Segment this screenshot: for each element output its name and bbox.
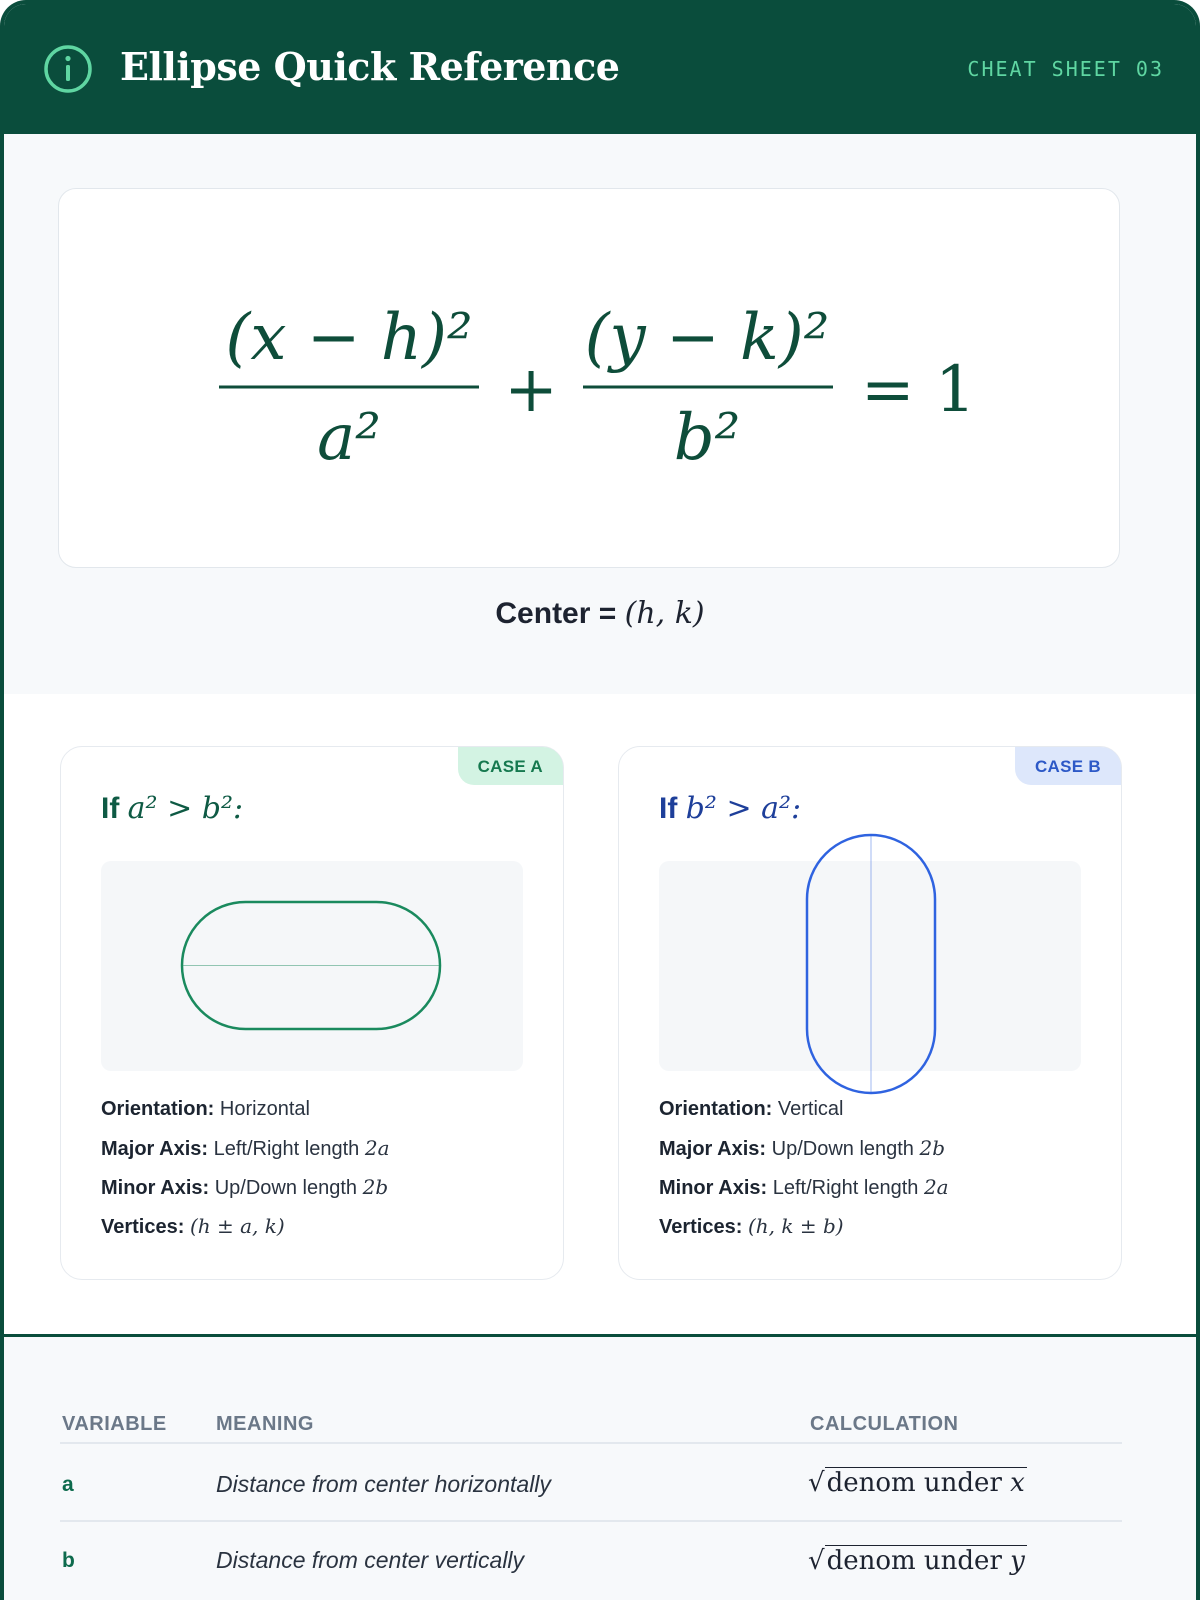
variable-table <box>4 1337 1196 1600</box>
case-a-badge: CASE A <box>458 747 563 785</box>
case-b-card <box>618 746 1122 1280</box>
equation-card <box>58 188 1120 568</box>
page-title: Ellipse Quick Reference <box>120 44 620 89</box>
standard-form-equation <box>59 189 1121 569</box>
center-definition <box>4 596 1196 631</box>
case-a-major-axis: Major Axis: Left/Right length 2a <box>101 1136 390 1160</box>
case-a-title-prefix: If <box>101 792 120 825</box>
row-variable: b <box>62 1549 75 1572</box>
case-b-diagram <box>659 861 1081 1071</box>
info-icon <box>42 43 94 95</box>
denominator-right: b² <box>673 401 741 475</box>
row-variable: a <box>62 1473 74 1496</box>
case-a-vertices: Vertices: (h ± a, k) <box>101 1214 285 1238</box>
row-calculation <box>808 1467 1027 1498</box>
column-header-meaning: MEANING <box>216 1413 314 1435</box>
column-header-variable: VARIABLE <box>62 1413 167 1435</box>
case-b-orientation: Orientation: Vertical <box>659 1098 844 1120</box>
row-meaning: Distance from center horizontally <box>216 1471 551 1497</box>
case-a-diagram <box>101 861 523 1071</box>
column-header-calculation: CALCULATION <box>810 1413 959 1435</box>
table-header-divider <box>60 1442 1122 1444</box>
numerator-left: (x − h)² <box>225 301 473 375</box>
case-b-properties <box>659 1095 949 1251</box>
row-meaning: Distance from center vertically <box>216 1547 525 1573</box>
case-b-minor-axis: Minor Axis: Left/Right length 2a <box>659 1175 949 1199</box>
case-a-title <box>101 791 243 826</box>
equals-one: = 1 <box>861 353 976 427</box>
center-value: (h, k) <box>624 596 705 631</box>
case-b-title-prefix: If <box>659 792 678 825</box>
sheet-tag: CHEAT SHEET 03 <box>967 57 1164 81</box>
header-bar <box>4 4 1196 134</box>
case-b-major-axis: Major Axis: Up/Down length 2b <box>659 1136 946 1160</box>
numerator-right: (y − k)² <box>584 301 830 375</box>
case-b-title-math: b² > a²: <box>685 791 802 826</box>
center-label: Center = <box>495 597 617 630</box>
case-a-properties <box>101 1095 390 1251</box>
denominator-left: a² <box>317 401 381 475</box>
sqrt-symbol: √denom under x <box>808 1468 1025 1498</box>
row-calculation <box>808 1545 1027 1576</box>
case-b-badge: CASE B <box>1015 747 1121 785</box>
plus-sign: + <box>504 353 558 427</box>
case-a-title-math: a² > b²: <box>127 791 244 826</box>
case-a-minor-axis: Minor Axis: Up/Down length 2b <box>101 1175 389 1199</box>
row-divider <box>60 1520 1122 1522</box>
equation-section <box>4 134 1196 694</box>
case-b-vertices: Vertices: (h, k ± b) <box>659 1214 844 1238</box>
sqrt-symbol: √denom under y <box>808 1546 1025 1576</box>
case-b-title <box>659 791 801 826</box>
horizontal-ellipse-graphic <box>101 861 523 1071</box>
case-a-card <box>60 746 564 1280</box>
case-a-orientation: Orientation: Horizontal <box>101 1098 310 1120</box>
